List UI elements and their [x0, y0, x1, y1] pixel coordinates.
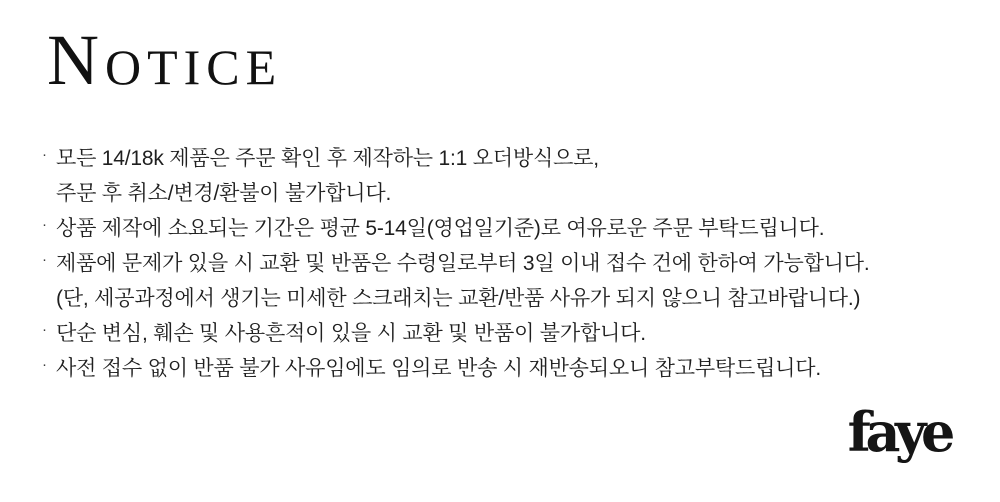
bullet-dot-icon: · — [42, 356, 47, 373]
notice-line-text: 사전 접수 없이 반품 불가 사유임에도 임의로 반송 시 재반송되오니 참고부탁드립니다. — [56, 356, 821, 380]
bullet-dot-icon: · — [42, 216, 47, 233]
notice-line-text: 단순 변심, 훼손 및 사용흔적이 있을 시 교환 및 반품이 불가합니다. — [56, 321, 646, 345]
notice-line-text: 제품에 문제가 있을 시 교환 및 반품은 수령일로부터 3일 이내 접수 건에 한하여 가능합니다. — [56, 251, 870, 275]
notice-line — [42, 279, 869, 314]
faye-brand-logo: faye — [847, 399, 950, 464]
notice-line-text: 상품 제작에 소요되는 기간은 평균 5-14일(영업일기준)로 여유로운 주문 부탁드립니다. — [56, 216, 825, 240]
notice-line — [42, 209, 869, 244]
notice-line — [42, 314, 869, 349]
bullet-dot-icon: · — [42, 321, 47, 338]
notice-line-text: (단, 세공과정에서 생기는 미세한 스크래치는 교환/반품 사유가 되지 않으니 참고바랍니다.) — [56, 286, 861, 310]
page-title: Notice — [47, 20, 283, 100]
notice-list — [42, 139, 869, 384]
notice-line — [42, 174, 869, 209]
bullet-dot-icon: · — [42, 251, 47, 268]
notice-line-text: 주문 후 취소/변경/환불이 불가합니다. — [56, 181, 392, 205]
notice-line — [42, 349, 869, 384]
bullet-dot-icon: · — [42, 146, 47, 163]
notice-line — [42, 244, 869, 279]
notice-line-text: 모든 14/18k 제품은 주문 확인 후 제작하는 1:1 오더방식으로, — [56, 146, 599, 170]
notice-line — [42, 139, 869, 174]
